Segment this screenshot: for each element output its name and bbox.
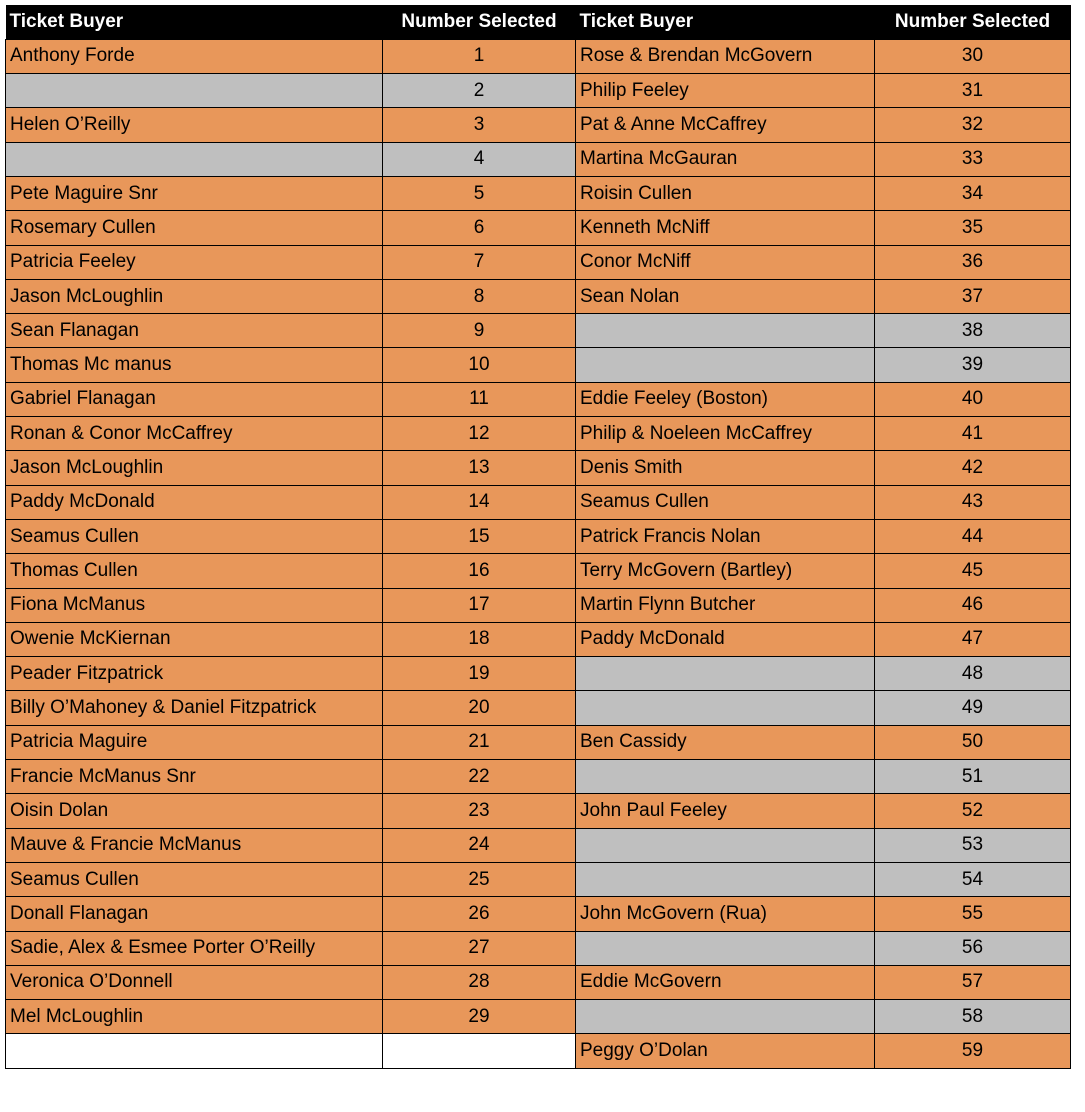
left-number-selected-cell: 5 <box>383 176 576 210</box>
table-row <box>6 897 1071 931</box>
left-number-selected-cell: 12 <box>383 417 576 451</box>
right-ticket-buyer-cell: Roisin Cullen <box>576 176 875 210</box>
left-number-selected-cell: 20 <box>383 691 576 725</box>
table-row <box>6 417 1071 451</box>
left-ticket-buyer-cell: Sadie, Alex & Esmee Porter O’Reilly <box>6 931 383 965</box>
left-ticket-buyer-cell <box>6 1034 383 1068</box>
table-row <box>6 931 1071 965</box>
left-number-selected-cell: 2 <box>383 74 576 108</box>
right-ticket-buyer-cell: Seamus Cullen <box>576 485 875 519</box>
table-row <box>6 519 1071 553</box>
left-number-selected-cell: 23 <box>383 794 576 828</box>
right-ticket-buyer-cell: Eddie McGovern <box>576 965 875 999</box>
left-ticket-buyer-cell: Anthony Forde <box>6 39 383 73</box>
left-ticket-buyer-cell: Owenie McKiernan <box>6 622 383 656</box>
right-ticket-buyer-cell: John Paul Feeley <box>576 794 875 828</box>
right-ticket-buyer-cell: Peggy O’Dolan <box>576 1034 875 1068</box>
right-ticket-buyer-cell <box>576 862 875 896</box>
left-ticket-buyer-cell <box>6 74 383 108</box>
header-ticket-buyer-right: Ticket Buyer <box>576 5 875 39</box>
right-number-selected-cell: 51 <box>875 760 1071 794</box>
right-number-selected-cell: 41 <box>875 417 1071 451</box>
header-number-selected-left: Number Selected <box>383 5 576 39</box>
table-row <box>6 451 1071 485</box>
left-ticket-buyer-cell: Jason McLoughlin <box>6 279 383 313</box>
left-number-selected-cell: 29 <box>383 1000 576 1034</box>
right-ticket-buyer-cell: Patrick Francis Nolan <box>576 519 875 553</box>
right-ticket-buyer-cell <box>576 691 875 725</box>
right-number-selected-cell: 38 <box>875 314 1071 348</box>
table-row <box>6 176 1071 210</box>
left-ticket-buyer-cell: Rosemary Cullen <box>6 211 383 245</box>
table-row <box>6 348 1071 382</box>
table-row <box>6 74 1071 108</box>
right-number-selected-cell: 39 <box>875 348 1071 382</box>
right-number-selected-cell: 31 <box>875 74 1071 108</box>
left-ticket-buyer-cell: Mel McLoughlin <box>6 1000 383 1034</box>
left-number-selected-cell: 1 <box>383 39 576 73</box>
right-number-selected-cell: 35 <box>875 211 1071 245</box>
right-ticket-buyer-cell: Ben Cassidy <box>576 725 875 759</box>
right-number-selected-cell: 47 <box>875 622 1071 656</box>
right-number-selected-cell: 42 <box>875 451 1071 485</box>
right-number-selected-cell: 49 <box>875 691 1071 725</box>
left-ticket-buyer-cell: Donall Flanagan <box>6 897 383 931</box>
table-row <box>6 1000 1071 1034</box>
table-row <box>6 862 1071 896</box>
table-row <box>6 828 1071 862</box>
table-row <box>6 1034 1071 1068</box>
right-number-selected-cell: 44 <box>875 519 1071 553</box>
table-row <box>6 485 1071 519</box>
table-row <box>6 39 1071 73</box>
left-number-selected-cell: 14 <box>383 485 576 519</box>
right-ticket-buyer-cell: Sean Nolan <box>576 279 875 313</box>
table-row <box>6 588 1071 622</box>
left-number-selected-cell: 18 <box>383 622 576 656</box>
left-ticket-buyer-cell: Fiona McManus <box>6 588 383 622</box>
left-number-selected-cell: 19 <box>383 657 576 691</box>
right-ticket-buyer-cell: Terry McGovern (Bartley) <box>576 554 875 588</box>
table-row <box>6 760 1071 794</box>
table-row <box>6 314 1071 348</box>
right-ticket-buyer-cell: John McGovern (Rua) <box>576 897 875 931</box>
right-ticket-buyer-cell <box>576 760 875 794</box>
left-ticket-buyer-cell: Jason McLoughlin <box>6 451 383 485</box>
header-ticket-buyer-left: Ticket Buyer <box>6 5 383 39</box>
left-ticket-buyer-cell: Veronica O’Donnell <box>6 965 383 999</box>
right-ticket-buyer-cell: Kenneth McNiff <box>576 211 875 245</box>
right-number-selected-cell: 54 <box>875 862 1071 896</box>
left-ticket-buyer-cell: Seamus Cullen <box>6 862 383 896</box>
table-row <box>6 794 1071 828</box>
right-number-selected-cell: 45 <box>875 554 1071 588</box>
table-row <box>6 245 1071 279</box>
right-number-selected-cell: 50 <box>875 725 1071 759</box>
left-number-selected-cell: 17 <box>383 588 576 622</box>
left-ticket-buyer-cell: Peader Fitzpatrick <box>6 657 383 691</box>
table-row <box>6 142 1071 176</box>
right-number-selected-cell: 53 <box>875 828 1071 862</box>
left-ticket-buyer-cell: Seamus Cullen <box>6 519 383 553</box>
table-row <box>6 108 1071 142</box>
left-number-selected-cell: 8 <box>383 279 576 313</box>
left-ticket-buyer-cell: Billy O’Mahoney & Daniel Fitzpatrick <box>6 691 383 725</box>
right-number-selected-cell: 52 <box>875 794 1071 828</box>
right-ticket-buyer-cell <box>576 828 875 862</box>
right-number-selected-cell: 34 <box>875 176 1071 210</box>
right-ticket-buyer-cell: Philip Feeley <box>576 74 875 108</box>
right-ticket-buyer-cell: Martina McGauran <box>576 142 875 176</box>
left-number-selected-cell: 6 <box>383 211 576 245</box>
right-ticket-buyer-cell <box>576 348 875 382</box>
right-ticket-buyer-cell: Pat & Anne McCaffrey <box>576 108 875 142</box>
table-row <box>6 965 1071 999</box>
right-ticket-buyer-cell: Eddie Feeley (Boston) <box>576 382 875 416</box>
left-number-selected-cell: 24 <box>383 828 576 862</box>
table-row <box>6 554 1071 588</box>
left-number-selected-cell: 27 <box>383 931 576 965</box>
right-ticket-buyer-cell: Paddy McDonald <box>576 622 875 656</box>
right-ticket-buyer-cell: Denis Smith <box>576 451 875 485</box>
left-number-selected-cell: 22 <box>383 760 576 794</box>
right-ticket-buyer-cell <box>576 1000 875 1034</box>
right-number-selected-cell: 56 <box>875 931 1071 965</box>
left-ticket-buyer-cell: Helen O’Reilly <box>6 108 383 142</box>
right-ticket-buyer-cell <box>576 314 875 348</box>
left-ticket-buyer-cell: Thomas Cullen <box>6 554 383 588</box>
left-number-selected-cell: 26 <box>383 897 576 931</box>
left-ticket-buyer-cell <box>6 142 383 176</box>
right-number-selected-cell: 33 <box>875 142 1071 176</box>
left-number-selected-cell: 15 <box>383 519 576 553</box>
right-ticket-buyer-cell: Conor McNiff <box>576 245 875 279</box>
table-row <box>6 622 1071 656</box>
right-number-selected-cell: 58 <box>875 1000 1071 1034</box>
right-number-selected-cell: 59 <box>875 1034 1071 1068</box>
right-ticket-buyer-cell: Martin Flynn Butcher <box>576 588 875 622</box>
right-number-selected-cell: 46 <box>875 588 1071 622</box>
right-number-selected-cell: 43 <box>875 485 1071 519</box>
left-number-selected-cell: 16 <box>383 554 576 588</box>
header-row <box>6 5 1071 39</box>
right-ticket-buyer-cell: Philip & Noeleen McCaffrey <box>576 417 875 451</box>
left-number-selected-cell <box>383 1034 576 1068</box>
left-ticket-buyer-cell: Patricia Maguire <box>6 725 383 759</box>
table-row <box>6 691 1071 725</box>
left-number-selected-cell: 4 <box>383 142 576 176</box>
left-number-selected-cell: 10 <box>383 348 576 382</box>
left-ticket-buyer-cell: Francie McManus Snr <box>6 760 383 794</box>
table-row <box>6 211 1071 245</box>
right-number-selected-cell: 57 <box>875 965 1071 999</box>
ticket-buyers-table <box>5 5 1071 1069</box>
table-row <box>6 725 1071 759</box>
left-ticket-buyer-cell: Oisin Dolan <box>6 794 383 828</box>
left-ticket-buyer-cell: Mauve & Francie McManus <box>6 828 383 862</box>
left-number-selected-cell: 7 <box>383 245 576 279</box>
right-number-selected-cell: 30 <box>875 39 1071 73</box>
right-number-selected-cell: 40 <box>875 382 1071 416</box>
right-number-selected-cell: 32 <box>875 108 1071 142</box>
left-number-selected-cell: 21 <box>383 725 576 759</box>
table-row <box>6 382 1071 416</box>
right-number-selected-cell: 55 <box>875 897 1071 931</box>
right-ticket-buyer-cell: Rose & Brendan McGovern <box>576 39 875 73</box>
right-ticket-buyer-cell <box>576 931 875 965</box>
table-row <box>6 279 1071 313</box>
left-ticket-buyer-cell: Paddy McDonald <box>6 485 383 519</box>
left-ticket-buyer-cell: Gabriel Flanagan <box>6 382 383 416</box>
left-ticket-buyer-cell: Sean Flanagan <box>6 314 383 348</box>
left-number-selected-cell: 13 <box>383 451 576 485</box>
left-number-selected-cell: 3 <box>383 108 576 142</box>
right-number-selected-cell: 48 <box>875 657 1071 691</box>
left-number-selected-cell: 28 <box>383 965 576 999</box>
right-ticket-buyer-cell <box>576 657 875 691</box>
left-number-selected-cell: 25 <box>383 862 576 896</box>
left-ticket-buyer-cell: Patricia Feeley <box>6 245 383 279</box>
left-number-selected-cell: 11 <box>383 382 576 416</box>
right-number-selected-cell: 37 <box>875 279 1071 313</box>
header-number-selected-right: Number Selected <box>875 5 1071 39</box>
left-ticket-buyer-cell: Pete Maguire Snr <box>6 176 383 210</box>
table-row <box>6 657 1071 691</box>
left-ticket-buyer-cell: Ronan & Conor McCaffrey <box>6 417 383 451</box>
left-number-selected-cell: 9 <box>383 314 576 348</box>
left-ticket-buyer-cell: Thomas Mc manus <box>6 348 383 382</box>
right-number-selected-cell: 36 <box>875 245 1071 279</box>
